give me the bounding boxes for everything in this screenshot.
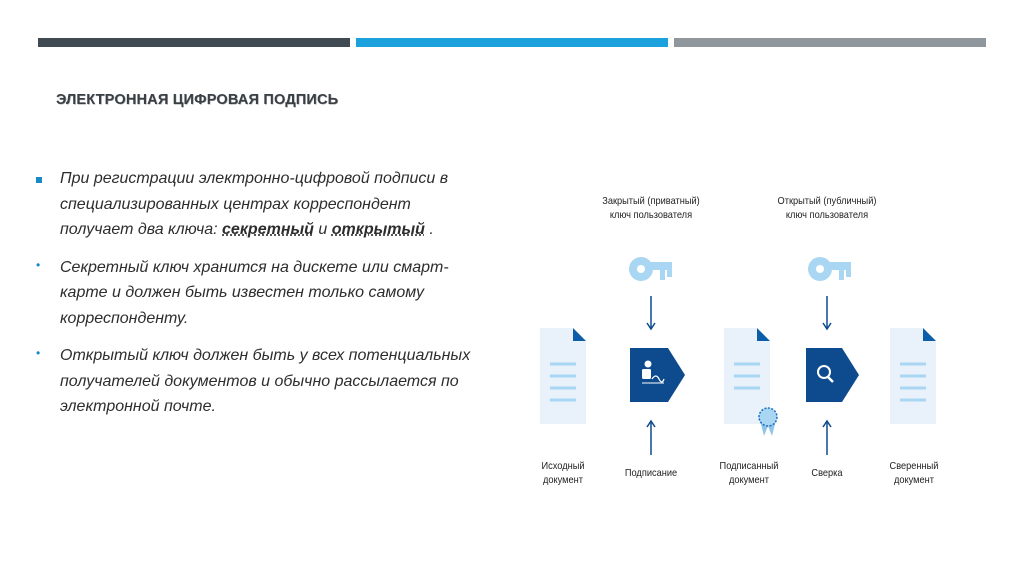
diagram-graphics: [520, 180, 960, 500]
signing-step-icon: [630, 348, 685, 402]
arrow-up-icon: [647, 421, 655, 455]
public-key-label: Открытый (публичный) ключ пользователя: [777, 195, 877, 221]
header-bar-blue: [356, 38, 668, 47]
header-bar-gray: [674, 38, 986, 47]
dot-bullet-icon: •: [36, 257, 41, 272]
arrow-up-icon: [823, 421, 831, 455]
source-document-label: Исходный документ: [541, 460, 585, 486]
bullet-item-2: [36, 255, 476, 332]
verify-label: Сверка: [811, 467, 843, 479]
verify-step-icon: [806, 348, 859, 402]
bullet-1-joiner: и: [313, 221, 332, 238]
bullet-item-3: [36, 343, 476, 420]
bullet-item-1: [36, 166, 476, 243]
header-bar-dark: [38, 38, 350, 47]
verified-document-icon: [890, 328, 936, 424]
bullet-1-text-before: При регистрации электронно-цифровой подписи в специализированных центрах корреспондент получает два ключа:: [60, 170, 449, 238]
arrow-down-icon: [823, 296, 831, 329]
bullet-3-text: Открытый ключ должен быть у всех потенциальных получателей документов и обычно рассылается по электронной почте.: [60, 347, 471, 415]
bullet-list: [36, 166, 476, 432]
square-bullet-icon: [36, 166, 42, 192]
bullet-1-text-after: .: [424, 221, 434, 238]
signing-label: Подписание: [624, 467, 678, 479]
source-document-icon: [540, 328, 586, 424]
keyword-public: открытый: [331, 221, 425, 238]
keyword-secret: секретный: [222, 221, 314, 238]
private-key-label: Закрытый (приватный) ключ пользователя: [602, 195, 700, 221]
private-key-icon: [629, 257, 672, 281]
public-key-icon: [808, 257, 851, 281]
signed-document-label: Подписанный документ: [719, 460, 779, 486]
arrow-down-icon: [647, 296, 655, 329]
dot-bullet-icon: •: [36, 346, 41, 360]
slide-title: ЭЛЕКТРОННАЯ ЦИФРОВАЯ ПОДПИСЬ: [56, 92, 339, 108]
verified-document-label: Сверенный документ: [889, 460, 939, 486]
signature-diagram: [520, 180, 960, 500]
bullet-2-text: Секретный ключ хранится на дискете или смарт-карте и должен быть известен только самому корреспонденту.: [60, 258, 449, 327]
signed-document-icon: [724, 328, 777, 436]
